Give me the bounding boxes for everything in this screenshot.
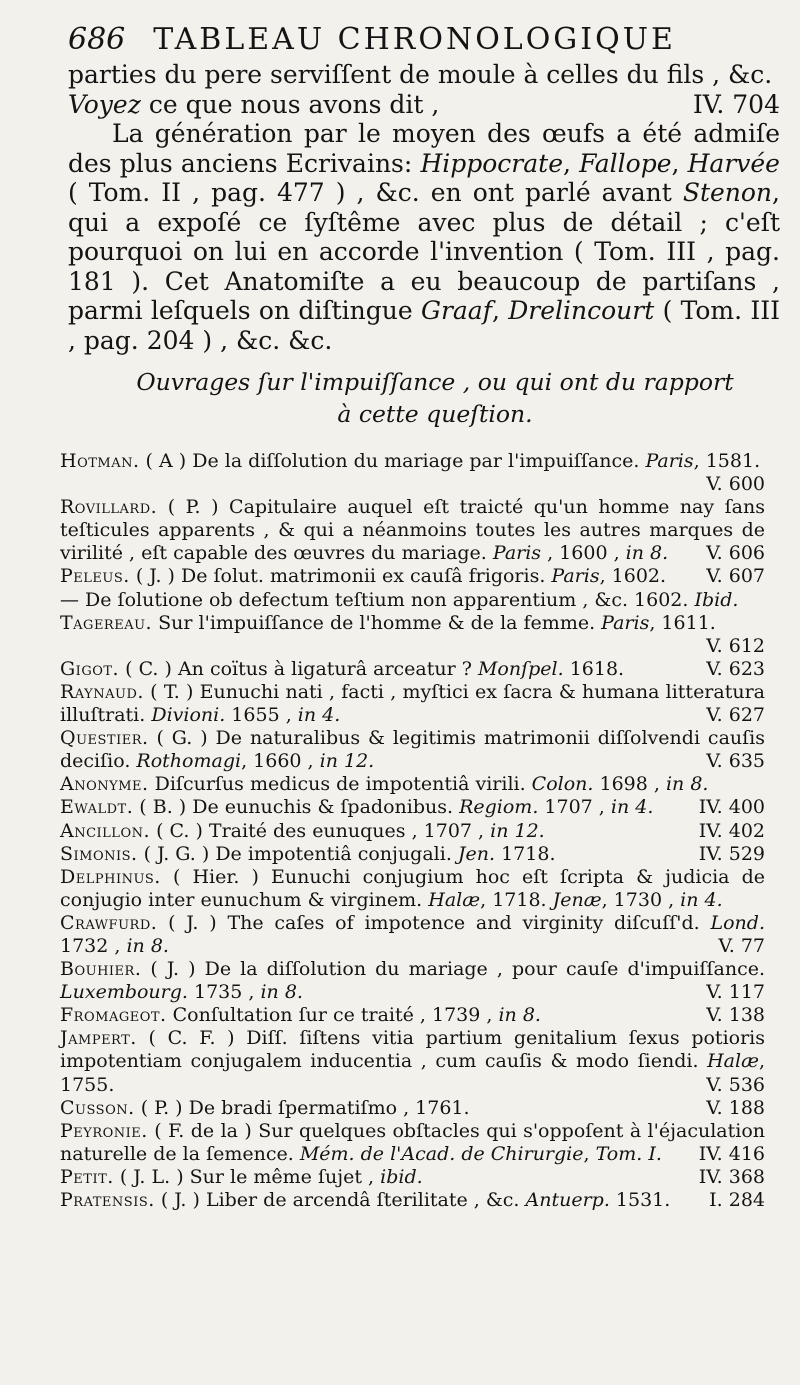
entry-italic-text: Colon. <box>531 773 594 796</box>
entry-text: ( Hier. ) Eunuchi conjugium hoc eſt ſcripta & judicia de conjugio inter eunuchum & virginem. <box>60 865 765 911</box>
entry-author: Tagereau. <box>60 611 153 634</box>
bibliography-entry <box>60 727 765 773</box>
section-title <box>70 366 800 430</box>
entry-volume-reference: V. 188 <box>706 1096 765 1119</box>
entry-text: ( J. ) The caſes of impotence and virginity diſcuſſ'd. <box>157 911 711 934</box>
entry-author: Peleus. <box>60 565 130 588</box>
entry-volume-reference: V. 77 <box>718 934 765 957</box>
entry-volume-reference: V. 623 <box>706 657 765 680</box>
entry-author: Questier. <box>60 727 149 750</box>
entry-text: 1707 , <box>538 796 611 819</box>
entry-author: Ewaldt. <box>60 796 134 819</box>
entry-volume-reference: V. 635 <box>706 750 765 773</box>
entry-text: ( J. ) De ſolut. matrimonii ex cauſâ frigoris. <box>129 565 552 588</box>
entry-volume-reference: IV. 529 <box>698 842 765 865</box>
entry-volume-reference: V. 606 <box>706 542 765 565</box>
bibliography-entry <box>60 773 765 796</box>
entry-text: — De ſolutione ob defectum teſtium non apparentium , &c. 1602. <box>60 588 695 611</box>
paragraph-text: , <box>563 148 580 178</box>
intro-text <box>68 60 780 355</box>
entry-author: Anonyme. <box>60 773 149 796</box>
bibliography-entry <box>60 496 765 565</box>
entry-volume-reference: V. 627 <box>706 704 765 727</box>
entry-italic-text: in 12. <box>490 819 545 842</box>
entry-volume-reference: V. 607 <box>706 565 765 588</box>
paragraph-text: ( Tom. II , pag. 477 ) , &c. en ont parlé avant <box>68 178 683 207</box>
entry-author: Ancillon. <box>60 819 151 842</box>
bibliography-entry <box>60 1004 765 1027</box>
entry-text: ( B. ) De eunuchis & ſpadonibus. <box>133 796 460 819</box>
bibliography-entry <box>60 681 765 727</box>
entry-volume-reference: IV. 368 <box>698 1165 765 1188</box>
entry-italic-text: in 4. <box>297 704 341 727</box>
running-header <box>68 20 768 60</box>
author-name: Fallope <box>579 148 672 178</box>
entry-italic-text: in 12. <box>319 750 375 773</box>
entry-text: 1698 , <box>593 773 666 796</box>
section-title-line-2: à cette queſtion. <box>337 400 533 428</box>
entry-volume-reference: IV. 400 <box>698 796 765 819</box>
entry-italic-text: Halæ <box>707 1050 759 1073</box>
entry-text: , 1718. <box>480 888 553 911</box>
entry-author: Crawfurd. <box>60 911 158 934</box>
paragraph-text: , <box>491 296 509 325</box>
intro-line-2 <box>68 90 780 120</box>
entry-author: Cusson. <box>60 1096 135 1119</box>
entry-italic-text: Tom. I. <box>595 1142 662 1165</box>
entry-text: 1531. <box>609 1189 671 1211</box>
entry-volume-reference: IV. 402 <box>698 819 765 842</box>
entry-text: ( J. L. ) Sur le même ſujet , <box>113 1165 381 1188</box>
bibliography-entry <box>60 796 765 819</box>
bibliography-entry <box>60 450 765 496</box>
paragraph-text: , qui a expoſé ce ſyſtême avec plus de détail ; c'eſt pourquoi on lui en accorde l'invention ( Tom. III , pag. 181 ). Cet Anatomiſte a eu beaucoup de partiſans , parmi leſquels on diſtingue <box>68 178 780 325</box>
intro-line-2-text: ce que nous avons dit , <box>140 89 440 119</box>
author-name: Stenon <box>682 178 773 207</box>
entry-author: Fromageot. <box>60 1004 167 1027</box>
entry-volume-reference: I. 284 <box>709 1189 765 1211</box>
entry-italic-text: Divioni. <box>151 704 226 727</box>
entry-text: ( C. F. ) Diſſ. ſiſtens vitia partium genitalium ſexus potioris impotentiam conjugalem inducentia , cum cauſis & modo ſiendi. <box>60 1027 765 1073</box>
bibliography-entry <box>60 1027 765 1096</box>
entry-volume-reference: V. 536 <box>706 1073 765 1096</box>
entry-text: ( P. ) Capitulaire auquel eſt traicté qu'un homme nay ſans teſticules apparents , & qui a néanmoins toutes les autres marques de virilité , eſt capable des œuvres du mariage. <box>60 496 765 565</box>
entry-author: Jampert. <box>60 1027 137 1050</box>
bibliography-entry <box>60 589 765 612</box>
entry-text: ( P. ) De bradi ſpermatiſmo , 1761. <box>134 1096 470 1119</box>
entry-text: ( F. de la ) Sur quelques obſtacles qui s'oppoſent à l'éjaculation naturelle de la ſemence. <box>60 1119 765 1165</box>
bibliography-entry <box>60 866 765 912</box>
entry-italic-text: in 8. <box>498 1004 541 1027</box>
entry-text: 1732 , <box>60 934 127 957</box>
entry-author: Hotman. <box>60 450 140 472</box>
bibliography-entry <box>60 912 765 958</box>
entry-italic-text: in 8. <box>625 542 669 565</box>
entry-text: ( J. ) De la diſſolution du mariage , pour cauſe d'impuiſſance. <box>141 958 765 981</box>
entry-italic-text: Jenæ <box>552 888 602 911</box>
bibliography-entry <box>60 958 765 1004</box>
author-name: Harvée <box>687 148 780 178</box>
entry-volume-reference: V. 138 <box>706 1004 765 1027</box>
entry-italic-text: Paris <box>601 611 650 634</box>
entry-author: Simonis. <box>60 842 138 865</box>
entry-italic-text: in 4. <box>680 888 723 911</box>
entry-text: , 1581. <box>693 450 761 472</box>
bibliography-entry <box>60 1189 765 1212</box>
entry-text: , <box>583 1142 596 1165</box>
entry-italic-text: Paris <box>645 450 694 472</box>
entry-italic-text: Monſpel. <box>477 657 564 680</box>
entry-text: 1618. <box>563 657 625 680</box>
entry-author: Bouhier. <box>60 958 142 981</box>
entry-text: ( C. ) Traité des eunuques , 1707 , <box>150 819 491 842</box>
entry-author: Gigot. <box>60 657 120 680</box>
entry-italic-text: Mém. de l'Acad. de Chirurgie <box>299 1142 584 1165</box>
entry-volume-reference: IV. 416 <box>698 1142 765 1165</box>
bibliography-entry <box>60 1166 765 1189</box>
entry-text: 1718. <box>495 842 556 865</box>
entry-italic-text: Paris <box>551 565 600 588</box>
entry-text: 1655 , <box>225 704 298 727</box>
paragraph-text: ( Tom. III , pag. 204 ) , &c. &c. <box>68 296 780 355</box>
entry-text: Diſcurſus medicus de impotentiâ virili. <box>148 773 532 796</box>
entry-text: ( C. ) An coïtus à ligaturâ arceatur ? <box>119 657 478 680</box>
entry-author: Rovillard. <box>60 496 158 519</box>
entry-text: , 1602. <box>599 565 667 588</box>
entry-text: , 1730 , <box>601 888 681 911</box>
section-title-line-1: Ouvrages ſur l'impuiſſance , ou qui ont du rapport <box>136 368 734 396</box>
paragraph-text: La génération par le moyen des œufs a été admiſe des plus anciens Ecrivains: <box>68 119 780 178</box>
entry-italic-text: Rothomagi <box>136 750 242 773</box>
entry-author: Peyronie. <box>60 1119 148 1142</box>
bibliography-list <box>60 450 765 1212</box>
entry-author: Pratensis. <box>60 1189 155 1211</box>
author-name: Drelincourt <box>508 296 655 325</box>
entry-italic-text: Paris <box>492 542 542 565</box>
entry-text: Sur l'impuiſſance de l'homme & de la femme. <box>152 611 602 634</box>
bibliography-entry <box>60 612 765 658</box>
entry-volume-reference: V. 117 <box>706 981 765 1004</box>
entry-text: 1735 , <box>187 981 261 1004</box>
entry-text: , 1600 , <box>541 542 626 565</box>
entry-text: ( J. G. ) De impotentiâ conjugali. <box>137 842 458 865</box>
entry-italic-text: Lond. <box>710 911 765 934</box>
entry-italic-text: Halæ <box>428 888 481 911</box>
page-number: 686 <box>68 22 126 57</box>
entry-text: Conſultation ſur ce traité , 1739 , <box>166 1004 499 1027</box>
entry-author: Delphinus. <box>60 865 161 888</box>
generation-paragraph <box>68 119 780 355</box>
entry-text: ( A ) De la diſſolution du mariage par l'impuiſſance. <box>139 450 646 472</box>
entry-italic-text: in 8. <box>126 934 169 957</box>
entry-italic-text: Antuerp. <box>525 1189 610 1211</box>
entry-italic-text: in 4. <box>610 796 654 819</box>
entry-text: , 1660 , <box>241 750 320 773</box>
entry-text: ( T. ) Eunuchi nati , facti , myſtici ex ſacra & humana litteratura illuſtrati. <box>60 680 765 727</box>
bibliography-entry <box>60 658 765 681</box>
entry-italic-text: ibid. <box>380 1165 423 1188</box>
bibliography-entry <box>60 843 765 866</box>
author-name: Graaf <box>420 296 492 325</box>
entry-italic-text: in 8. <box>665 773 709 796</box>
entry-italic-text: in 8. <box>260 981 303 1004</box>
entry-italic-text: Luxembourg. <box>60 981 188 1004</box>
bibliography-entry <box>60 1120 765 1166</box>
running-title: TABLEAU CHRONOLOGIQUE <box>153 22 676 57</box>
voyez-word: Voyez <box>68 89 141 119</box>
entry-text: , 1755. <box>60 1050 765 1096</box>
entry-italic-text: Ibid. <box>694 588 739 611</box>
entry-text: , 1611. <box>649 611 716 634</box>
entry-volume-reference: V. 612 <box>706 634 765 657</box>
bibliography-entry <box>60 820 765 843</box>
entry-author: Raynaud. <box>60 680 144 703</box>
entry-italic-text: Regiom. <box>459 796 539 819</box>
entry-text: ( J. ) Liber de arcendâ ſterilitate , &c. <box>154 1189 526 1211</box>
entry-volume-reference: V. 600 <box>706 473 765 496</box>
bibliography-entry <box>60 1097 765 1120</box>
entry-italic-text: Jen. <box>457 842 496 865</box>
author-name: Hippocrate <box>420 148 564 178</box>
entry-author: Petit. <box>60 1165 114 1188</box>
entry-text: ( G. ) De naturalibus & legitimis matrimonii diſſolvendi cauſis deciſio. <box>60 727 765 773</box>
intro-reference: IV. 704 <box>692 89 780 119</box>
bibliography-entry <box>60 565 765 588</box>
paragraph-text: , <box>671 148 688 178</box>
intro-line-1: parties du pere serviſſent de moule à celles du fils , &c. <box>68 60 773 89</box>
